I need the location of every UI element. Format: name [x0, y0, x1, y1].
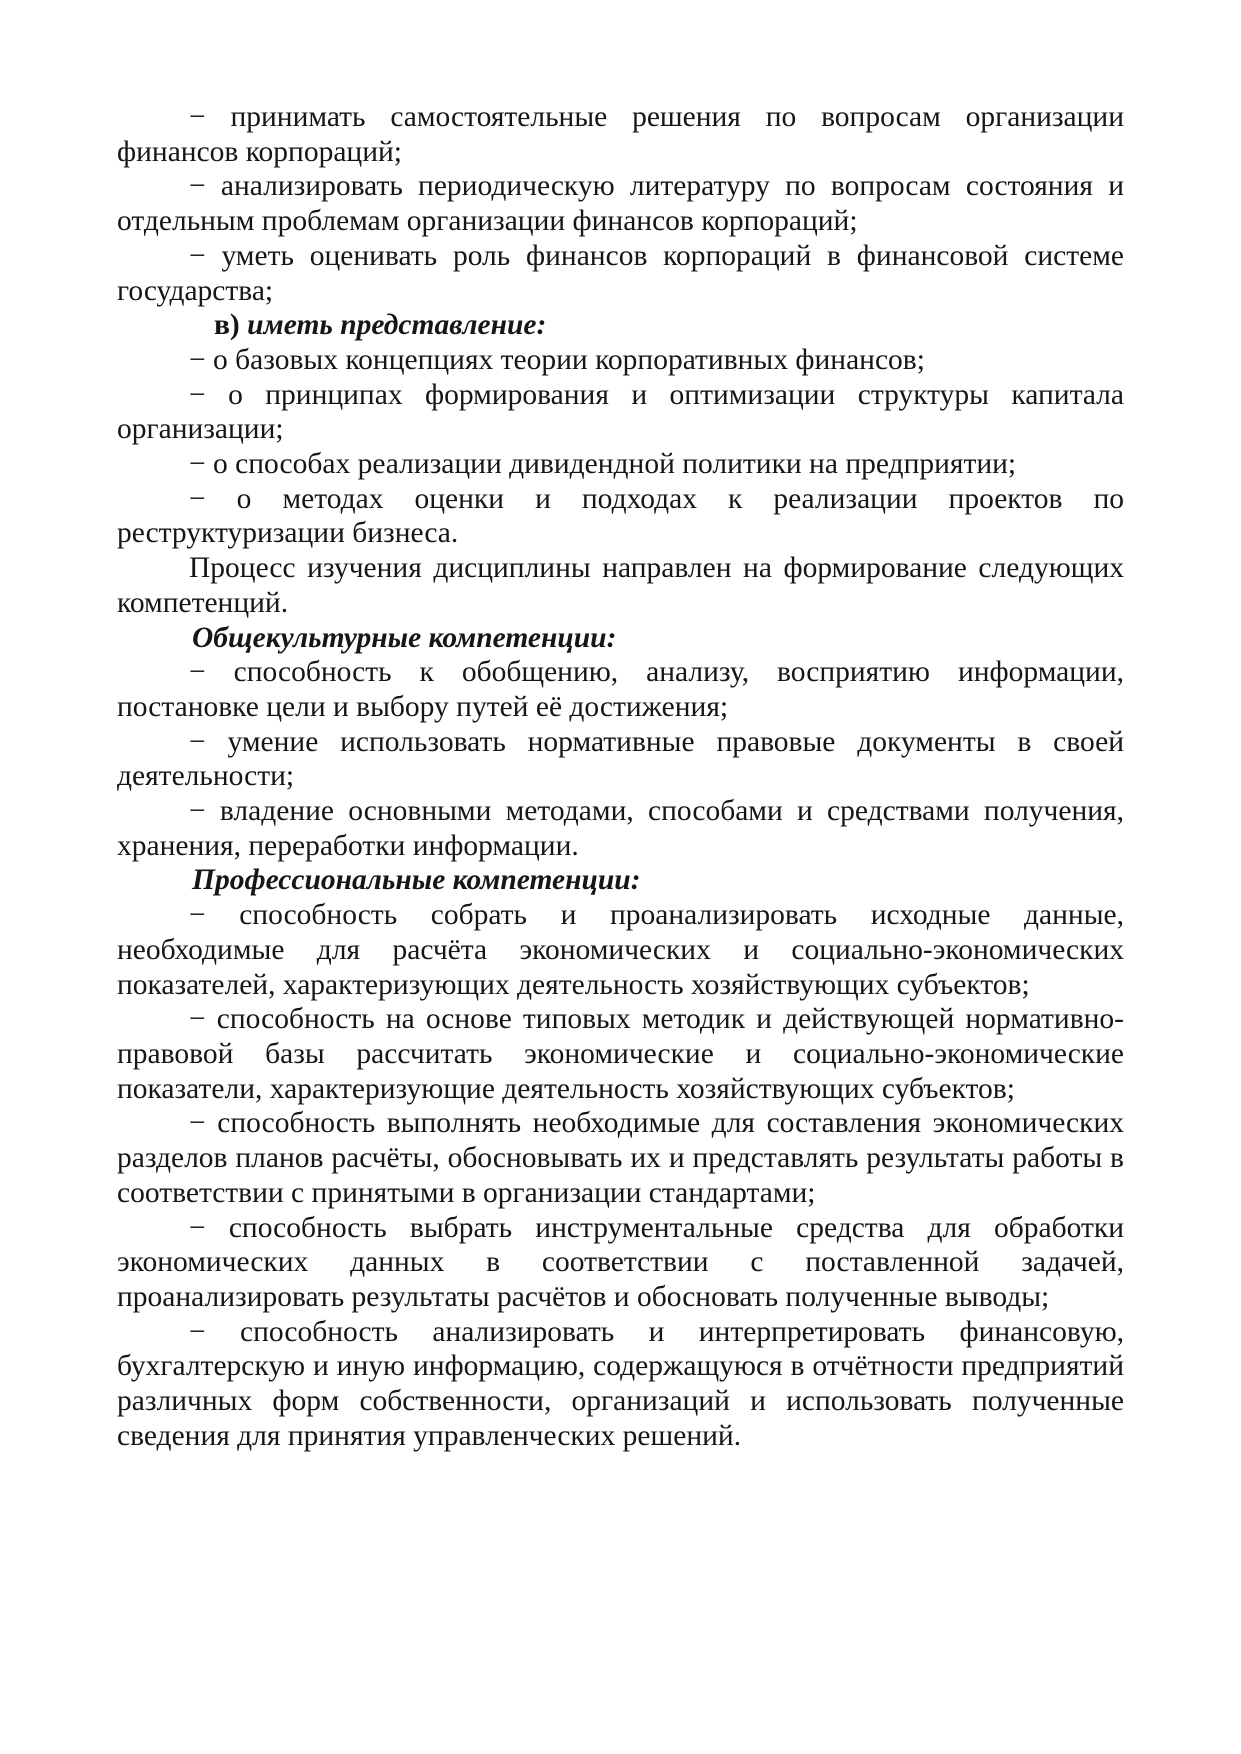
bullet-paragraph: − уметь оценивать роль финансов корпораций в финансовой системе государства; — [117, 239, 1124, 307]
bullet-paragraph: − способность выбрать инструментальные средства для обработки экономических данных в соответствии с поставленной задачей, проанализировать результаты расчётов и обосновать полученные выводы; — [117, 1211, 1124, 1313]
bullet-paragraph: − способность выполнять необходимые для составления экономических разделов планов расчёты, обосновывать их и представлять результаты работы в соответствии с принятыми в организации стандартами; — [117, 1107, 1124, 1209]
subsection-letter: в) — [214, 309, 240, 342]
bullet-paragraph: − о базовых концепциях теории корпоративных финансов; — [189, 343, 925, 376]
bullet-paragraph: − о методах оценки и подходах к реализации проектов по реструктуризации бизнеса. — [117, 482, 1124, 550]
bullet-paragraph: − анализировать периодическую литературу по вопросам состояния и отдельным проблемам организации финансов корпораций; — [117, 170, 1124, 238]
bullet-paragraph: − о принципах формирования и оптимизации структуры капитала организации; — [117, 378, 1124, 446]
subsection-heading — [117, 308, 1124, 343]
bullet-paragraph: − о способах реализации дивидендной политики на предприятии; — [189, 448, 1017, 481]
bullet-paragraph: − владение основными методами, способами и средствами получения, хранения, переработки информации. — [117, 795, 1124, 862]
professional-competencies-heading: Профессиональные компетенции: — [192, 864, 641, 897]
bullet-paragraph: − умение использовать нормативные правовые документы в своей деятельности; — [117, 725, 1124, 793]
document-page — [117, 100, 1124, 1453]
subsection-title: иметь представление: — [247, 309, 547, 342]
bullet-paragraph: − способность к обобщению, анализу, восприятию информации, постановке цели и выбору путей её достижения; — [117, 656, 1124, 723]
general-competencies-heading: Общекультурные компетенции: — [192, 621, 617, 654]
bullet-paragraph: − способность анализировать и интерпретировать финансовую, бухгалтерскую и иную информацию, содержащуюся в отчётности предприятий различных форм собственности, организаций и использовать полученные сведения для принятия управленческих решений. — [117, 1315, 1124, 1452]
bullet-paragraph: − способность на основе типовых методик и действующей нормативно-правовой базы рассчитать экономические и социально-экономические показатели, характеризующие деятельность хозяйствующих субъектов; — [117, 1003, 1124, 1105]
bullet-paragraph: − принимать самостоятельные решения по вопросам организации финансов корпораций; — [117, 101, 1124, 168]
body-paragraph: Процесс изучения дисциплины направлен на формирование следующих компетенций. — [117, 552, 1124, 619]
bullet-paragraph: − способность собрать и проанализировать исходные данные, необходимые для расчёта экономических и социально-экономических показателей, характеризующих деятельность хозяйствующих субъектов; — [117, 899, 1124, 1001]
